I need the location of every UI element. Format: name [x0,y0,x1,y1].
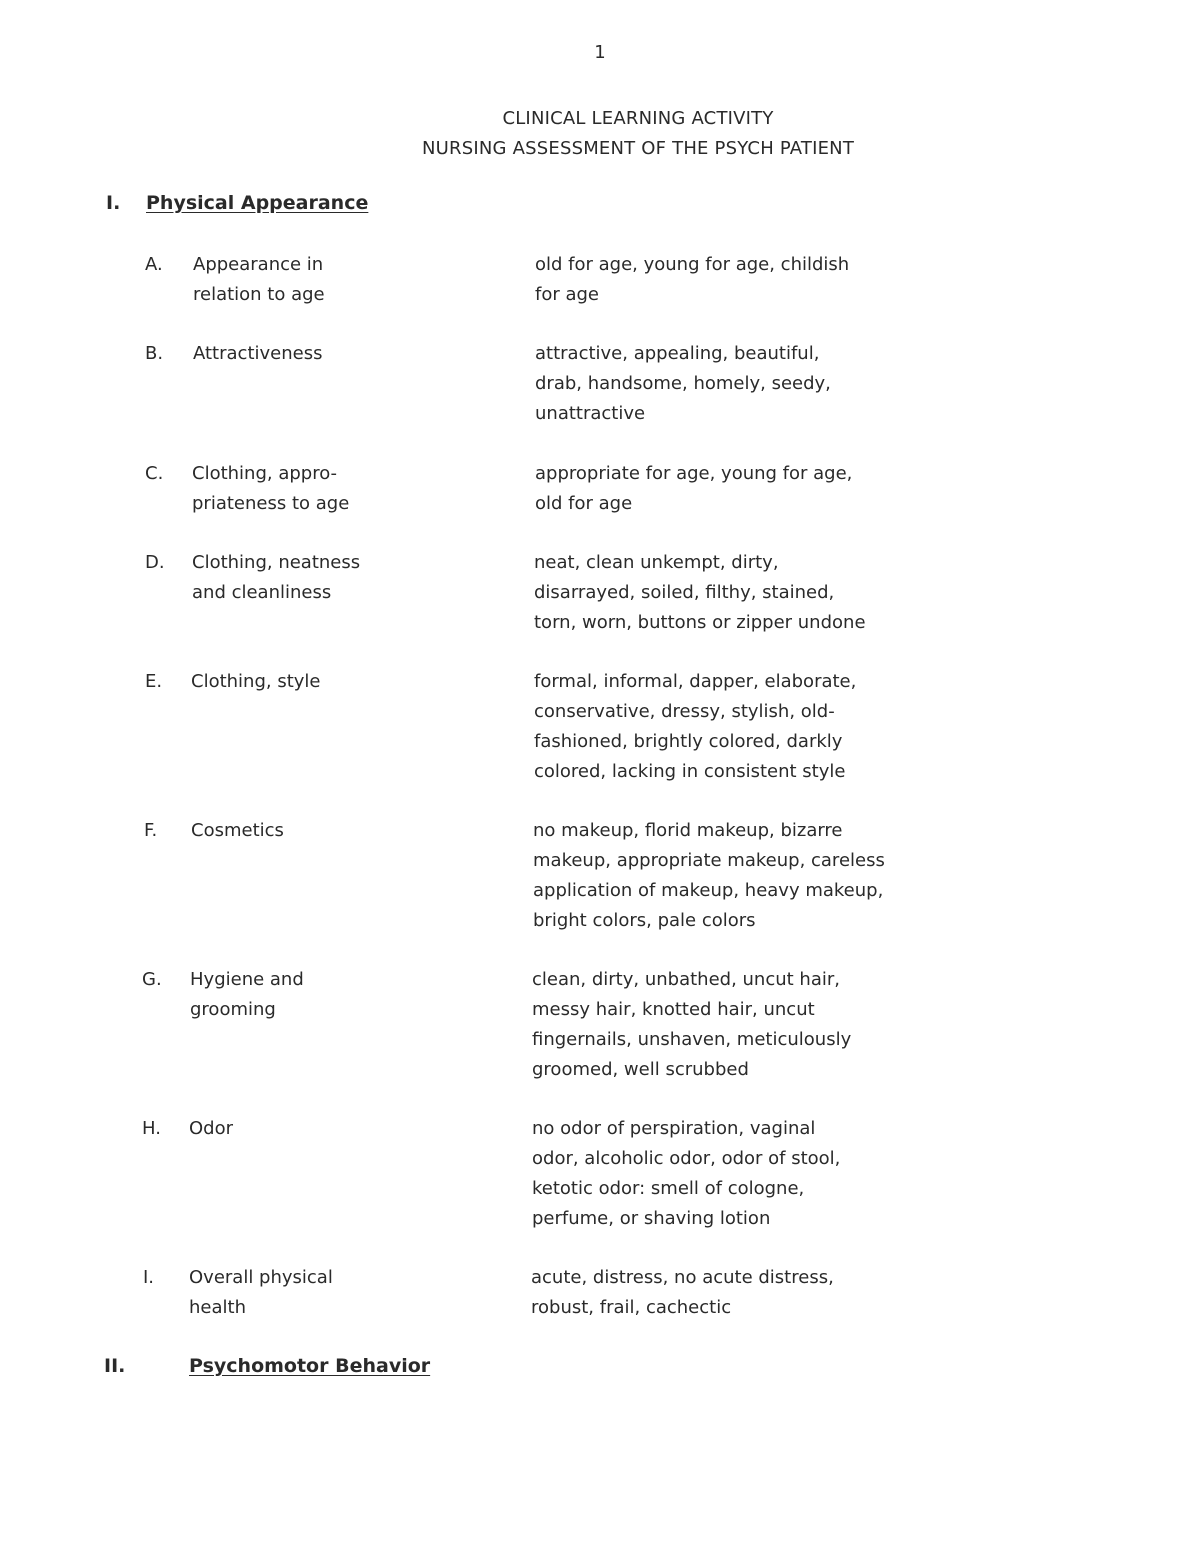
item-letter: A. [145,254,163,275]
item-term: Clothing, neatness and cleanliness [192,552,361,603]
item-letter: I. [143,1267,155,1288]
item-descriptors: appropriate for age, young for age, old for age [535,463,853,514]
item-term: Cosmetics [191,820,284,841]
item-descriptors: attractive, appealing, beautiful, drab, handsome, homely, seedy, unattractive [535,343,831,424]
item-term: Clothing, style [191,671,321,692]
section-numeral: I. [106,192,121,214]
item-letter: E. [145,671,163,692]
title-line-1: CLINICAL LEARNING ACTIVITY [502,108,774,129]
section-numeral: II. [104,1355,126,1377]
item-term: Odor [189,1118,234,1139]
item-descriptors: no odor of perspiration, vaginal odor, alcoholic odor, odor of stool, ketotic odor: smell of cologne, perfume, or shaving lotion [532,1118,841,1229]
item-term: Clothing, appro- priateness to age [192,463,350,514]
title-line-2: NURSING ASSESSMENT OF THE PSYCH PATIENT [421,138,855,159]
item-letter: B. [145,343,164,364]
item-descriptors: formal, informal, dapper, elaborate, conservative, dressy, stylish, old- fashioned, brightly colored, darkly colored, lacking in consistent style [534,671,857,782]
section-title: Physical Appearance [146,192,369,214]
item-term: Attractiveness [193,343,323,364]
item-descriptors: acute, distress, no acute distress, robust, frail, cachectic [531,1267,834,1318]
item-letter: C. [145,463,164,484]
item-letter: D. [145,552,165,573]
item-letter: H. [142,1118,161,1139]
item-descriptors: clean, dirty, unbathed, uncut hair, messy hair, knotted hair, uncut fingernails, unshaven, meticulously groomed, well scrubbed [532,969,852,1080]
item-term: Hygiene and grooming [190,969,304,1020]
document-title [0,104,1200,164]
item-descriptors: neat, clean unkempt, dirty, disarrayed, soiled, filthy, stained, torn, worn, buttons or zipper undone [534,552,866,633]
item-descriptors: old for age, young for age, childish for age [535,254,850,305]
item-descriptors: no makeup, florid makeup, bizarre makeup, appropriate makeup, careless application of makeup, heavy makeup, bright colors, pale colors [533,820,885,931]
item-term: Appearance in relation to age [193,254,325,305]
page-number: 1 [594,42,606,63]
section-title: Psychomotor Behavior [189,1355,431,1377]
item-letter: F. [144,820,158,841]
item-letter: G. [142,969,162,990]
item-term: Overall physical health [189,1267,333,1318]
